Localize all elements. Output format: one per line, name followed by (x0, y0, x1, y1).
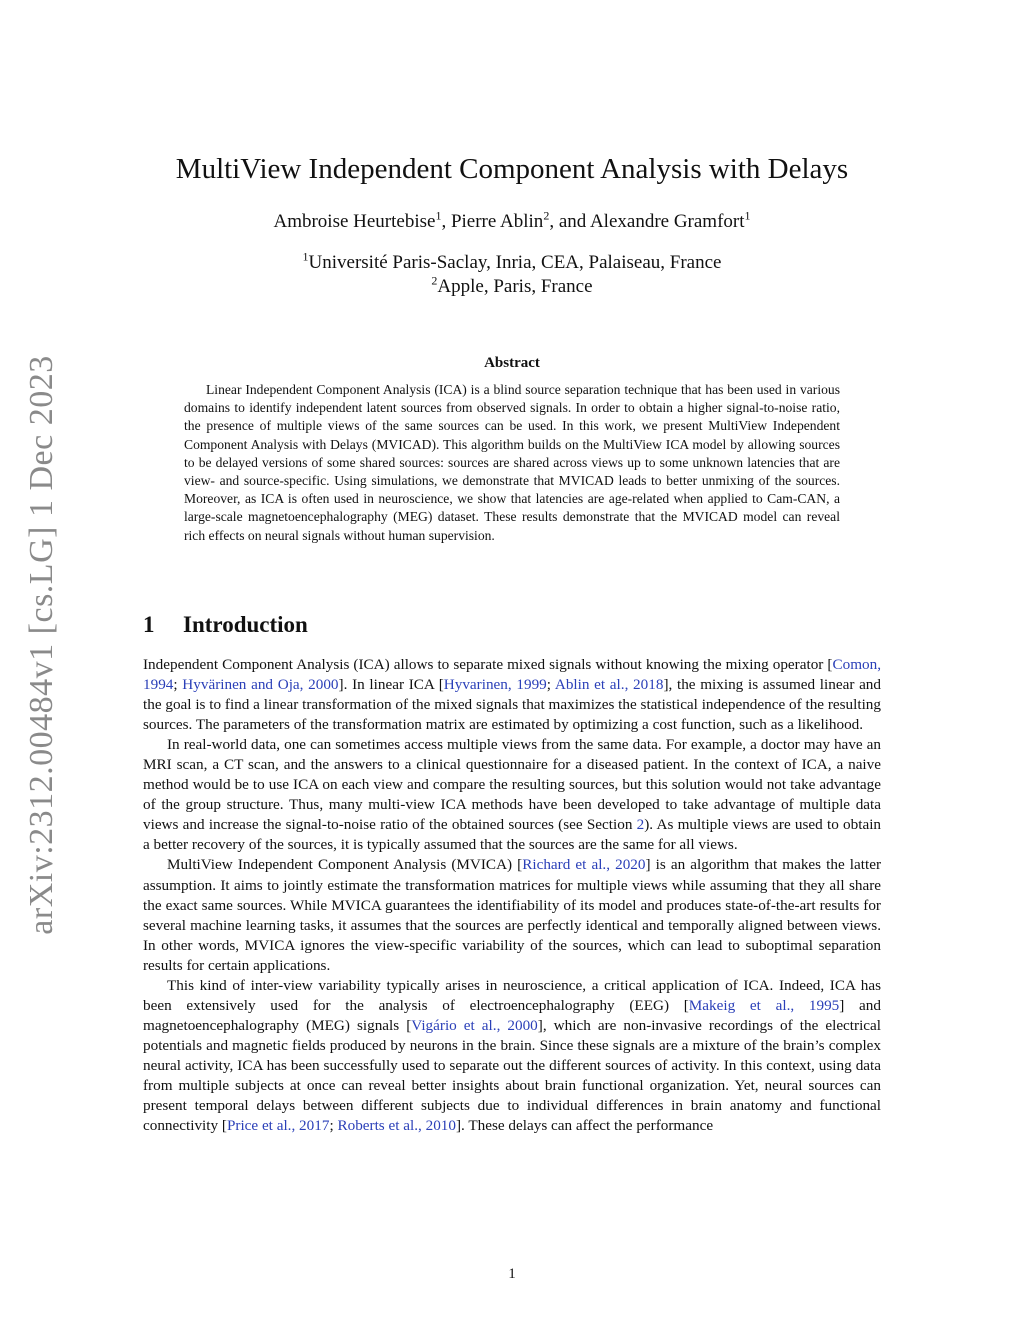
author-affiliation-marker: 1 (435, 208, 442, 223)
citation-link[interactable]: Roberts et al., 2010 (337, 1117, 456, 1135)
affiliation-1-marker: 1 (302, 249, 309, 264)
citation-link[interactable]: 2 (636, 816, 645, 834)
introduction-body (143, 655, 881, 1136)
paragraph-text: ; (173, 676, 183, 694)
author-name: Pierre Ablin (450, 211, 544, 232)
author-affiliation-marker: 1 (744, 208, 751, 223)
citation-link[interactable]: Hyvarinen, 1999 (443, 676, 547, 694)
abstract-body: Linear Independent Component Analysis (ICA) is a blind source separation technique that has been used in various domains to identify independent latent sources from observed signals. In order to obtain a higher signal-to-noise ratio, the presence of multiple views of the same sources can be used. In this work, we present MultiView Independent Component Analysis with Delays (MVICAD). This algorithm builds on the MultiView ICA model by allowing sources to be delayed versions of some shared sources: sources are shared across views up to some unknown latencies that are view- and source-specific. Using simulations, we demonstrate that MVICAD leads to better unmixing of the sources. Moreover, as ICA is often used in neuroscience, we show that latencies are age-related when applied to Cam-CAN, a large-scale magnetoencephalography (MEG) dataset. These results demonstrate that the MVICAD model can reveal rich effects on neural signals without human supervision. (184, 382, 840, 543)
paragraph-text: This kind of inter-view variability typically arises in neuroscience, a critical application of ICA. Indeed, ICA has been extensively used for the analysis of electroencephalography (EEG) [ (143, 976, 881, 1014)
paragraph-text: ] is an algorithm that makes the latter assumption. It aims to jointly estimate the transformation matrices for multiple views while assuming that they all share the exact same sources. While MVICA guarantees the identifiability of its model and produces state-of-the-art results for several machine learning tasks, it assumes that the sources are perfectly identical and temporally aligned between views. In other words, MVICA ignores the view-specific variability of the sources, which can lead to suboptimal separation results for certain applications. (143, 856, 882, 974)
paragraph-text: ; (329, 1117, 338, 1135)
abstract-heading: Abstract (484, 355, 540, 371)
author-list (0, 208, 1024, 233)
body-paragraph (143, 855, 881, 975)
citation-link[interactable]: Makeig et al., 1995 (688, 996, 840, 1014)
page-number: 1 (508, 1266, 516, 1282)
affiliation-2-text: Apple, Paris, France (437, 276, 593, 297)
body-paragraph (143, 735, 881, 855)
citation-link[interactable]: Richard et al., 2020 (522, 856, 646, 874)
paragraph-text: ] and magnetoencephalography (MEG) signals [ (143, 996, 881, 1034)
affiliation-2-marker: 2 (431, 273, 438, 288)
section-heading (143, 612, 308, 638)
paragraph-text: ]. These delays can affect the performance (456, 1117, 714, 1135)
section-number: 1 (143, 612, 155, 637)
body-paragraph (143, 976, 881, 1136)
paragraph-text: ). As multiple views are used to obtain a better recovery of the sources, it is typically assumed that the sources are the same for all views. (143, 816, 882, 854)
paragraph-text: In real-world data, one can sometimes access multiple views from the same data. For example, a doctor may have an MRI scan, a CT scan, and the answers to a clinical questionnaire for a diseased patient. In the context of ICA, a naive method would be to use ICA on each view and compare the resulting sources, but this solution would not take advantage of the group structure. Thus, many multi-view ICA methods have been developed to take advantage of multiple data views and increase the signal-to-noise ratio of the obtained sources (see Section (143, 736, 881, 834)
affiliation-1-text: Université Paris-Saclay, Inria, CEA, Palaiseau, France (308, 252, 722, 273)
author-separator: , and (549, 211, 590, 232)
paper-title: MultiView Independent Component Analysis with Delays (175, 153, 849, 185)
citation-link[interactable]: Price et al., 2017 (226, 1117, 330, 1135)
author-separator: , (441, 211, 451, 232)
section-title: Introduction (183, 612, 308, 637)
paragraph-text: ], the mixing is assumed linear and the goal is to find a linear transformation of the mixed signals that maximizes the statistical independence of the resulting sources. The parameters of the transformation matrix are estimated by optimizing a cost function, such as a likelihood. (143, 676, 881, 734)
author-name: Ambroise Heurtebise (273, 211, 436, 232)
paragraph-text: ; (546, 676, 555, 694)
body-paragraph (143, 655, 881, 735)
author-affiliation-marker: 2 (543, 208, 550, 223)
citation-link[interactable]: Comon, 1994 (143, 656, 881, 694)
citation-link[interactable]: Ablin et al., 2018 (554, 676, 664, 694)
author-name: Alexandre Gramfort (589, 211, 745, 232)
paragraph-text: ], which are non-invasive recordings of the electrical potentials and magnetic fields produced by neurons in the brain. Since these signals are a mixture of the brain’s complex neural activity, ICA has been successfully used to separate out the different sources of activity. In this context, using data from multiple subjects at once can reveal better insights about brain functional organization. Yet, neural sources can present temporal delays between different subjects due to individual differences in brain anatomy and functional connectivity [ (143, 1016, 881, 1135)
affiliation-2 (0, 273, 1024, 298)
paragraph-text: Independent Component Analysis (ICA) allows to separate mixed signals without knowing the mixing operator [ (143, 656, 833, 673)
citation-link[interactable]: Hyvärinen and Oja, 2000 (182, 676, 339, 694)
affiliation-1 (0, 249, 1024, 274)
citation-link[interactable]: Vigário et al., 2000 (411, 1016, 538, 1034)
paragraph-text: ]. In linear ICA [ (338, 676, 444, 694)
arxiv-identifier: arXiv:2312.00484v1 [cs.LG] 1 Dec 2023 (23, 355, 60, 935)
paragraph-text: MultiView Independent Component Analysis (MVICA) [ (167, 856, 523, 874)
